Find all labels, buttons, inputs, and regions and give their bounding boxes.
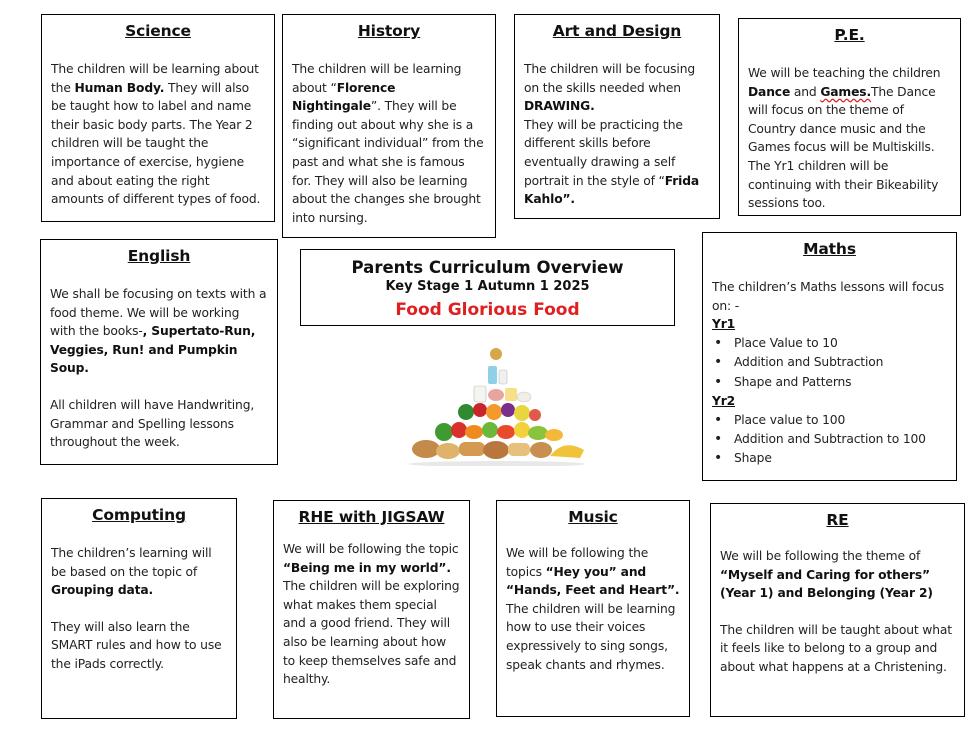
english-text-2: All children will have Handwriting, Grammar and Spelling lessons throughout the week. [50, 397, 255, 450]
rhe-box [273, 500, 470, 719]
food-pyramid-icon [404, 346, 590, 466]
list-item: • Shape [712, 449, 947, 468]
pe-heading: P.E. [834, 26, 865, 44]
english-heading: English [127, 247, 191, 265]
science-box [41, 14, 275, 222]
maths-yr1-label: Yr1 [712, 317, 736, 332]
page-theme: Food Glorious Food [395, 300, 580, 320]
history-heading: History [357, 22, 421, 40]
pe-text: We will be teaching the children Dance and Games.The Dance will focus on the theme of Country dance music and the Games focus will be Multiskills. The Yr1 children will be continuing with their Bikeability sessions too. [748, 66, 941, 211]
computing-heading: Computing [92, 506, 186, 524]
maths-heading: Maths [803, 240, 856, 258]
computing-box [41, 498, 237, 719]
list-item: • Addition and Subtraction to 100 [712, 430, 947, 449]
science-heading: Science [125, 22, 191, 40]
pe-box [738, 18, 961, 216]
english-text: We shall be focusing on texts with a food theme. We will be working with the books-, Supertato-Run, Veggies, Run! and Pumpkin Soup. [50, 287, 267, 376]
history-text: The children will be learning about “Florence Nightingale”. They will be finding out about why she is a “significant individual” from the past and what she is famous for. They will also be learning about the changes she brought into nursing. [292, 62, 484, 225]
list-item: • Addition and Subtraction [712, 353, 947, 372]
music-heading: Music [568, 508, 618, 526]
list-item: • Shape and Patterns [712, 373, 947, 392]
art-box [514, 14, 720, 219]
english-box [40, 239, 278, 465]
rhe-heading: RHE with JIGSAW [298, 508, 445, 526]
computing-text-2: They will also learn the SMART rules and how to use the iPads correctly. [51, 619, 222, 671]
title-box [300, 249, 675, 326]
maths-yr2-label: Yr2 [712, 394, 736, 408]
re-text: We will be following the theme of “Myself and Caring for others” (Year 1) and Belonging (Year 2) [720, 549, 933, 601]
science-text: The children will be learning about the Human Body. They will also be taught how to label and name their basic body parts. The Year 2 children will be taught the importance of exercise, hygiene and about eating the right amounts of different types of food. [51, 62, 261, 207]
page-title: Parents Curriculum Overview [351, 258, 624, 277]
re-heading: RE [826, 511, 849, 529]
maths-yr1-list [712, 334, 947, 392]
list-item: • Place value to 100 [712, 411, 947, 430]
re-box [710, 503, 965, 717]
page-subtitle: Key Stage 1 Autumn 1 2025 [385, 279, 590, 294]
music-text: We will be following the topics “Hey you” and “Hands, Feet and Heart”. The children will be learning how to use their voices expressively to sing songs, speak chants and rhymes. [506, 546, 680, 672]
maths-box [702, 232, 957, 481]
art-text: The children will be focusing on the skills needed when DRAWING. They will be practicing the different skills before eventually drawing a self portrait in the style of “Frida Kahlo”. [524, 62, 700, 207]
history-box [282, 14, 496, 238]
list-item: • Place Value to 10 [712, 334, 947, 353]
music-box [496, 500, 690, 717]
re-text-2: The children will be taught about what it feels like to belong to a group and about what happens at a Christening. [720, 622, 952, 674]
maths-intro: The children’s Maths lessons will focus on: - [712, 280, 945, 313]
computing-text: The children’s learning will be based on the topic of Grouping data. [51, 546, 212, 598]
art-heading: Art and Design [552, 22, 682, 40]
rhe-text: We will be following the topic “Being me in my world”. The children will be exploring what makes them special and a good friend. They will also be learning about how to keep themselves safe and healthy. [283, 542, 460, 687]
maths-yr2-list [712, 411, 947, 469]
